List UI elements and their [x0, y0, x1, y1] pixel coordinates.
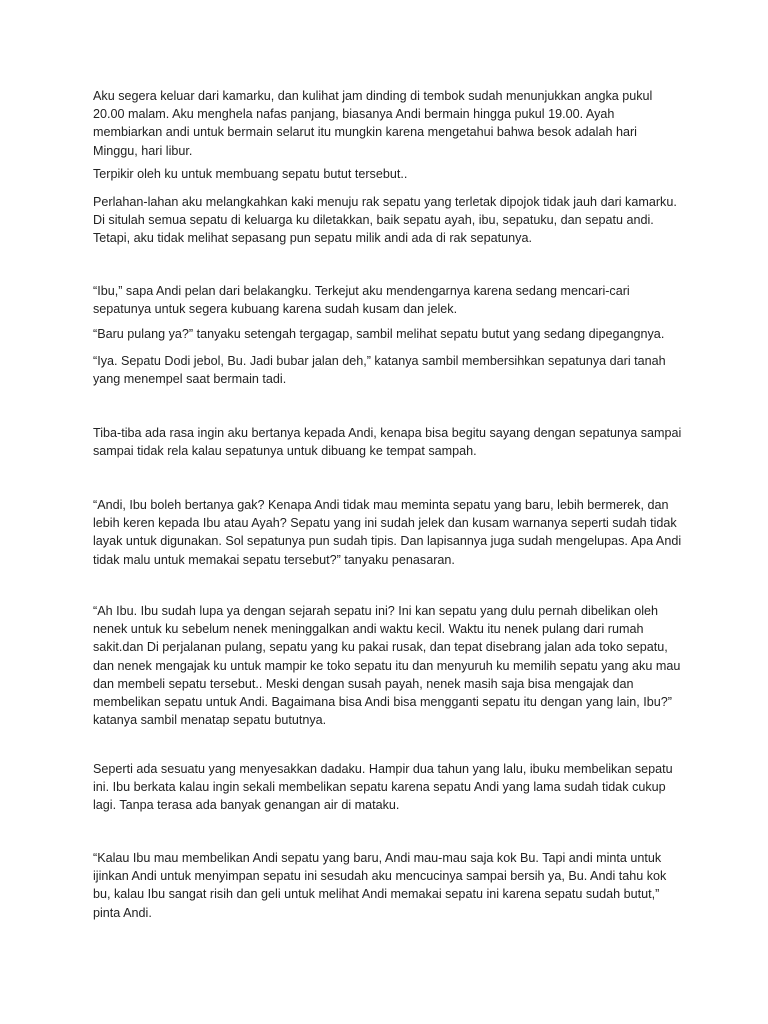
paragraph: “Ibu,” sapa Andi pelan dari belakangku. Terkejut aku mendengarnya karena sedang mencari-cari sepatunya untuk segera kubuang karena sudah kusam dan jelek.	[93, 284, 630, 317]
paragraph: Perlahan-lahan aku melangkahkan kaki menuju rak sepatu yang terletak dipojok tidak jauh dari kamarku. Di situlah semua sepatu di keluarga ku diletakkan, baik sepatu ayah, ibu, sepatuku, dan sepatu andi. Tetapi, aku tidak melihat sepasang pun sepatu milik andi ada di rak sepatunya.	[93, 195, 677, 246]
paragraph: “Andi, Ibu boleh bertanya gak? Kenapa Andi tidak mau meminta sepatu yang baru, lebih bermerek, dan lebih keren kepada Ibu atau Ayah? Sepatu yang ini sudah jelek dan kusam warnanya seperti sudah tidak layak untuk digunakan. Sol sepatunya pun sudah tipis. Dan lapisannya juga sudah mengelupas. Apa Andi tidak malu untuk memakai sepatu tersebut?” tanyaku penasaran.	[93, 498, 682, 567]
paragraph: Aku segera keluar dari kamarku, dan kulihat jam dinding di tembok sudah menunjukkan angka pukul 20.00 malam. Aku menghela nafas panjang, biasanya Andi bermain hingga pukul 19.00. Ayah membiarkan andi untuk bermain selarut itu mungkin karena mengetahui bahwa besok adalah hari Minggu, hari libur.	[93, 89, 653, 158]
paragraph: “Ah Ibu. Ibu sudah lupa ya dengan sejarah sepatu ini? Ini kan sepatu yang dulu pernah dibelikan oleh nenek untuk ku sebelum nenek meninggalkan andi waktu kecil. Waktu itu nenek pulang dari rumah sakit.dan Di perjalanan pulang, sepatu yang ku pakai rusak, dan tepat disebrang jalan ada toko sepatu, dan nenek mengajak ku untuk mampir ke toko sepatu itu dan menyuruh ku memilih sepatu yang aku mau dan membeli sepatu tersebut.. Meski dengan susah payah, nenek masih saja bisa mengajak dan membelikan sepatu untuk Andi. Bagaimana bisa Andi bisa mengganti sepatu itu dengan yang lain, Ibu?” katanya sambil menatap sepatu bututnya.	[93, 604, 681, 728]
paragraph: Seperti ada sesuatu yang menyesakkan dadaku. Hampir dua tahun yang lalu, ibuku membelikan sepatu ini. Ibu berkata kalau ingin sekali membelikan sepatu karena sepatu Andi yang lama sudah tidak cukup lagi. Tanpa terasa ada banyak genangan air di mataku.	[93, 762, 673, 813]
paragraph: “Iya. Sepatu Dodi jebol, Bu. Jadi bubar jalan deh,” katanya sambil membersihkan sepatunya dari tanah yang menempel saat bermain tadi.	[93, 354, 666, 387]
paragraph: Tiba-tiba ada rasa ingin aku bertanya kepada Andi, kenapa bisa begitu sayang dengan sepatunya sampai sampai tidak rela kalau sepatunya untuk dibuang ke tempat sampah.	[93, 426, 682, 459]
paragraph: “Baru pulang ya?” tanyaku setengah tergagap, sambil melihat sepatu butut yang sedang dipegangnya.	[93, 327, 665, 341]
paragraph: Terpikir oleh ku untuk membuang sepatu butut tersebut..	[93, 167, 408, 181]
paragraph: “Kalau Ibu mau membelikan Andi sepatu yang baru, Andi mau-mau saja kok Bu. Tapi andi minta untuk ijinkan Andi untuk menyimpan sepatu ini sesudah aku mencucinya sampai bersih ya, Bu. Andi tahu kok bu, kalau Ibu sangat risih dan geli untuk melihat Andi memakai sepatu ini karena sepatu sudah butut,” pinta Andi.	[93, 851, 667, 920]
